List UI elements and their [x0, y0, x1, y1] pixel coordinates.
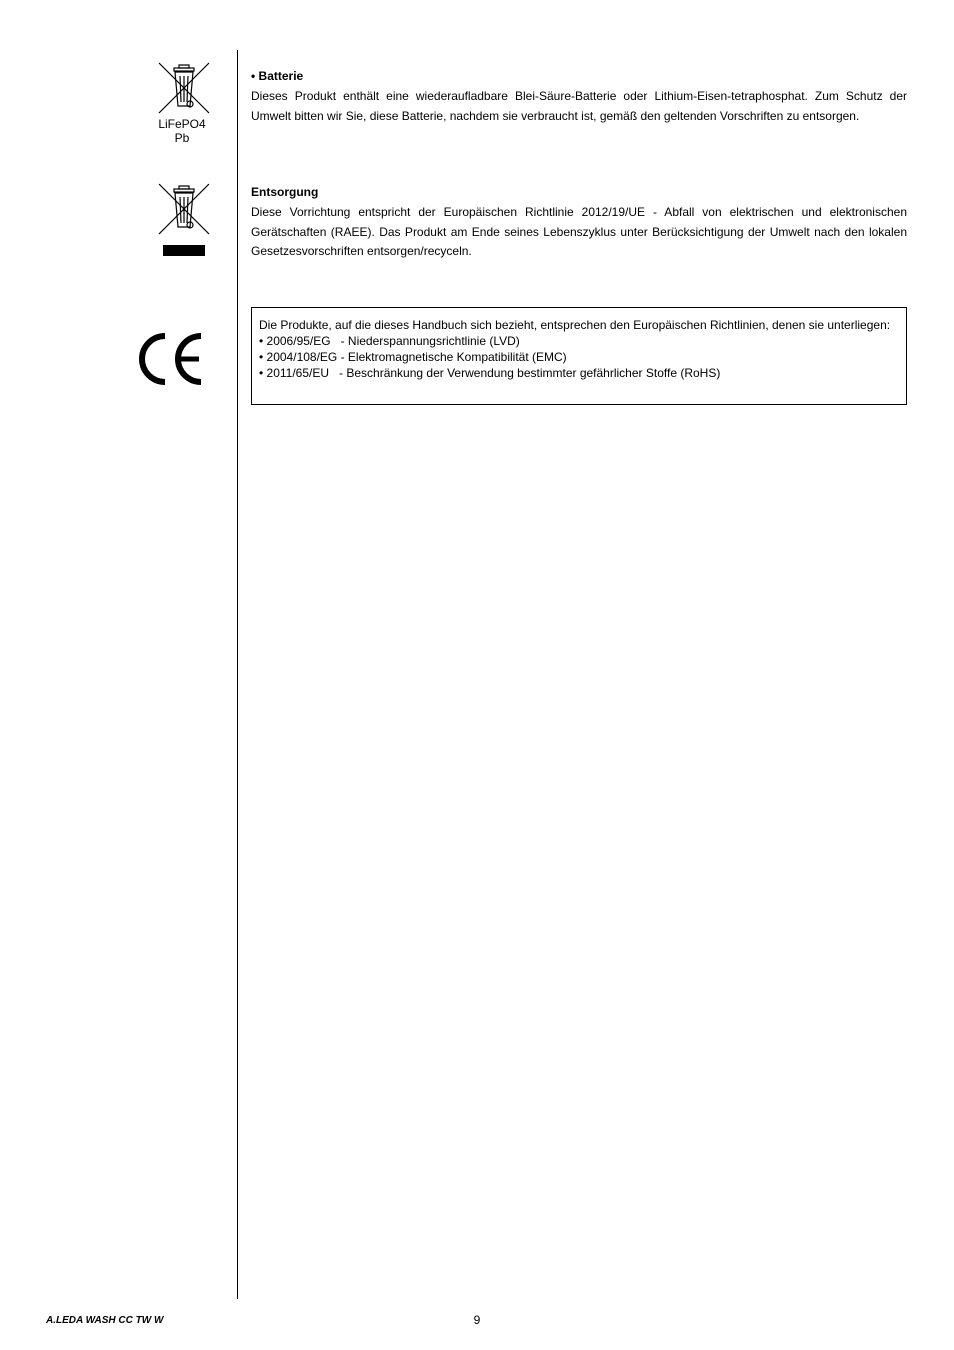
footer-page-number: 9	[473, 1313, 481, 1327]
battery-heading: • Batterie	[251, 69, 304, 83]
margin-divider-line	[237, 50, 238, 1299]
battery-chemistry-label	[152, 117, 212, 145]
ce-directive-rohs: • 2011/65/EU - Beschränkung der Verwendung bestimmter gefährlicher Stoffe (RoHS)	[259, 366, 721, 380]
ce-directive-list	[259, 333, 899, 381]
disposal-text: Diese Vorrichtung entspricht der Europäischen Richtlinie 2012/19/UE - Abfall von elektrischen und elektronischen Gerätschaften (RAEE). Das Produkt am Ende seines Lebenszyklus unter Berücksichtigung der Umwelt nach den lokalen Gesetzesvorschriften entsorgen/recyceln.	[251, 205, 907, 258]
crossed-out-bin-icon	[157, 62, 211, 114]
ce-intro-text: Die Produkte, auf die dieses Handbuch sich bezieht, entsprechen den Europäischen Richtlinien, denen sie unterliegen:	[259, 318, 891, 332]
weee-bin-icon	[157, 183, 211, 259]
ce-directive-emc: • 2004/108/EG - Elektromagnetische Kompatibilität (EMC)	[259, 350, 567, 364]
battery-section	[251, 69, 907, 126]
battery-text: Dieses Produkt enthält eine wiederaufladbare Blei-Säure-Batterie oder Lithium-Eisen-tetraphosphat. Zum Schutz der Umwelt bitten wir Sie, diese Batterie, nachdem sie verbraucht ist, gemäß den geltenden Vorschriften zu entsorgen.	[251, 89, 907, 123]
ce-directive-lvd: • 2006/95/EG - Niederspannungsrichtlinie (LVD)	[259, 334, 520, 348]
battery-label-pb: Pb	[174, 131, 190, 145]
disposal-heading: Entsorgung	[251, 185, 319, 199]
ce-mark-icon	[134, 332, 206, 386]
ce-declaration-box	[251, 307, 907, 405]
battery-label-lifepo4: LiFePO4	[158, 117, 206, 131]
footer-model-name: A.LEDA WASH CC TW W	[46, 1315, 164, 1326]
disposal-section	[251, 185, 907, 262]
